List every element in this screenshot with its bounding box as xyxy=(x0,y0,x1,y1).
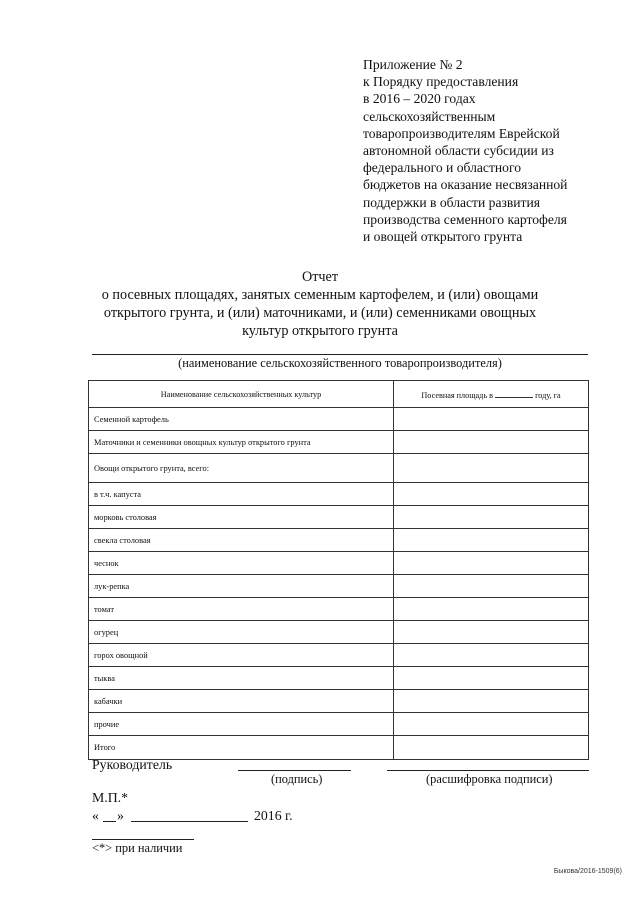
crop-name-cell: прочие xyxy=(89,713,394,736)
area-cell[interactable] xyxy=(394,713,589,736)
table-row xyxy=(89,506,589,529)
area-cell[interactable] xyxy=(394,431,589,454)
appendix-line: поддержки в области развития xyxy=(363,194,541,210)
crop-name-cell: Овощи открытого грунта, всего: xyxy=(89,454,394,483)
crop-name-cell: свекла столовая xyxy=(89,529,394,552)
date-month-field[interactable] xyxy=(131,821,248,822)
appendix-block xyxy=(363,56,633,245)
table-row xyxy=(89,552,589,575)
head-label: Руководитель xyxy=(92,757,173,772)
sowing-area-table xyxy=(88,380,589,760)
area-cell[interactable] xyxy=(394,552,589,575)
crop-name-cell: чеснок xyxy=(89,552,394,575)
header-area-suffix: году, га xyxy=(535,390,561,400)
crop-name-cell: тыква xyxy=(89,667,394,690)
crop-name-cell: Итого xyxy=(89,736,394,760)
document-reference: Быкова/2016-1509(6) xyxy=(553,868,622,875)
area-cell[interactable] xyxy=(394,667,589,690)
table-row xyxy=(89,483,589,506)
area-cell[interactable] xyxy=(394,408,589,431)
area-cell[interactable] xyxy=(394,690,589,713)
producer-caption: (наименование сельскохозяйственного товаропроизводителя) xyxy=(178,356,502,370)
area-cell[interactable] xyxy=(394,454,589,483)
report-subtitle-line: культур открытого грунта xyxy=(242,323,398,339)
appendix-line: и овощей открытого грунта xyxy=(363,229,523,245)
crop-name-cell: кабачки xyxy=(89,690,394,713)
table-row xyxy=(89,690,589,713)
date-year: 2016 г. xyxy=(254,808,293,823)
date-day-close: » xyxy=(117,808,124,823)
header-area-prefix: Посевная площадь в xyxy=(421,390,493,400)
crop-name-cell: огурец xyxy=(89,621,394,644)
report-title xyxy=(0,268,640,340)
table-total-row xyxy=(89,736,589,760)
table-row xyxy=(89,408,589,431)
table-row xyxy=(89,667,589,690)
table-row xyxy=(89,621,589,644)
signature-field[interactable] xyxy=(238,770,351,771)
appendix-line: товаропроизводителям Еврейской xyxy=(363,125,560,141)
report-subtitle-line: о посевных площадях, занятых семенным картофелем, и (или) овощами xyxy=(101,287,539,303)
table-row xyxy=(89,454,589,483)
table-row xyxy=(89,431,589,454)
date-day-field[interactable] xyxy=(103,821,116,822)
stamp-label: М.П.* xyxy=(92,790,129,805)
crop-name-cell: томат xyxy=(89,598,394,621)
appendix-line: автономной области субсидии из xyxy=(363,143,554,159)
table-row xyxy=(89,598,589,621)
appendix-line: сельскохозяйственным xyxy=(363,108,496,124)
crop-name-cell: лук-репка xyxy=(89,575,394,598)
area-cell[interactable] xyxy=(394,644,589,667)
producer-name-field[interactable] xyxy=(92,354,588,355)
table-row xyxy=(89,713,589,736)
appendix-line: бюджетов на оказание несвязанной xyxy=(363,177,568,193)
crop-name-cell: горох овощной xyxy=(89,644,394,667)
area-cell[interactable] xyxy=(394,529,589,552)
header-area xyxy=(394,381,589,408)
area-cell[interactable] xyxy=(394,621,589,644)
footnote-text: <*> при наличии xyxy=(92,841,183,855)
crop-name-cell: в т.ч. капуста xyxy=(89,483,394,506)
crop-name-cell: Маточники и семенники овощных культур открытого грунта xyxy=(89,431,394,454)
header-crop-name: Наименование сельскохозяйственных культур xyxy=(89,381,394,408)
year-blank-field[interactable] xyxy=(495,389,533,398)
table-header-row xyxy=(89,381,589,408)
crop-name-cell: морковь столовая xyxy=(89,506,394,529)
table-row xyxy=(89,644,589,667)
report-heading: Отчет xyxy=(301,269,339,285)
appendix-line: в 2016 – 2020 годах xyxy=(363,91,476,107)
table-row xyxy=(89,529,589,552)
crop-name-cell: Семенной картофель xyxy=(89,408,394,431)
appendix-line: к Порядку предоставления xyxy=(363,74,519,90)
area-cell[interactable] xyxy=(394,736,589,760)
area-cell[interactable] xyxy=(394,575,589,598)
date-day-open: « xyxy=(92,808,99,823)
signature-decode-field[interactable] xyxy=(387,770,589,771)
footnote-divider xyxy=(92,839,194,840)
appendix-line: Приложение № 2 xyxy=(363,57,463,72)
appendix-line: производства семенного картофеля xyxy=(363,211,567,227)
area-cell[interactable] xyxy=(394,506,589,529)
signature-caption: (подпись) xyxy=(271,772,323,786)
signature-decode-caption: (расшифровка подписи) xyxy=(426,772,553,786)
table-row xyxy=(89,575,589,598)
area-cell[interactable] xyxy=(394,483,589,506)
area-cell[interactable] xyxy=(394,598,589,621)
appendix-line: федерального и областного xyxy=(363,160,521,176)
report-subtitle-line: открытого грунта, и (или) маточниками, и (или) семенниками овощных xyxy=(103,305,537,321)
